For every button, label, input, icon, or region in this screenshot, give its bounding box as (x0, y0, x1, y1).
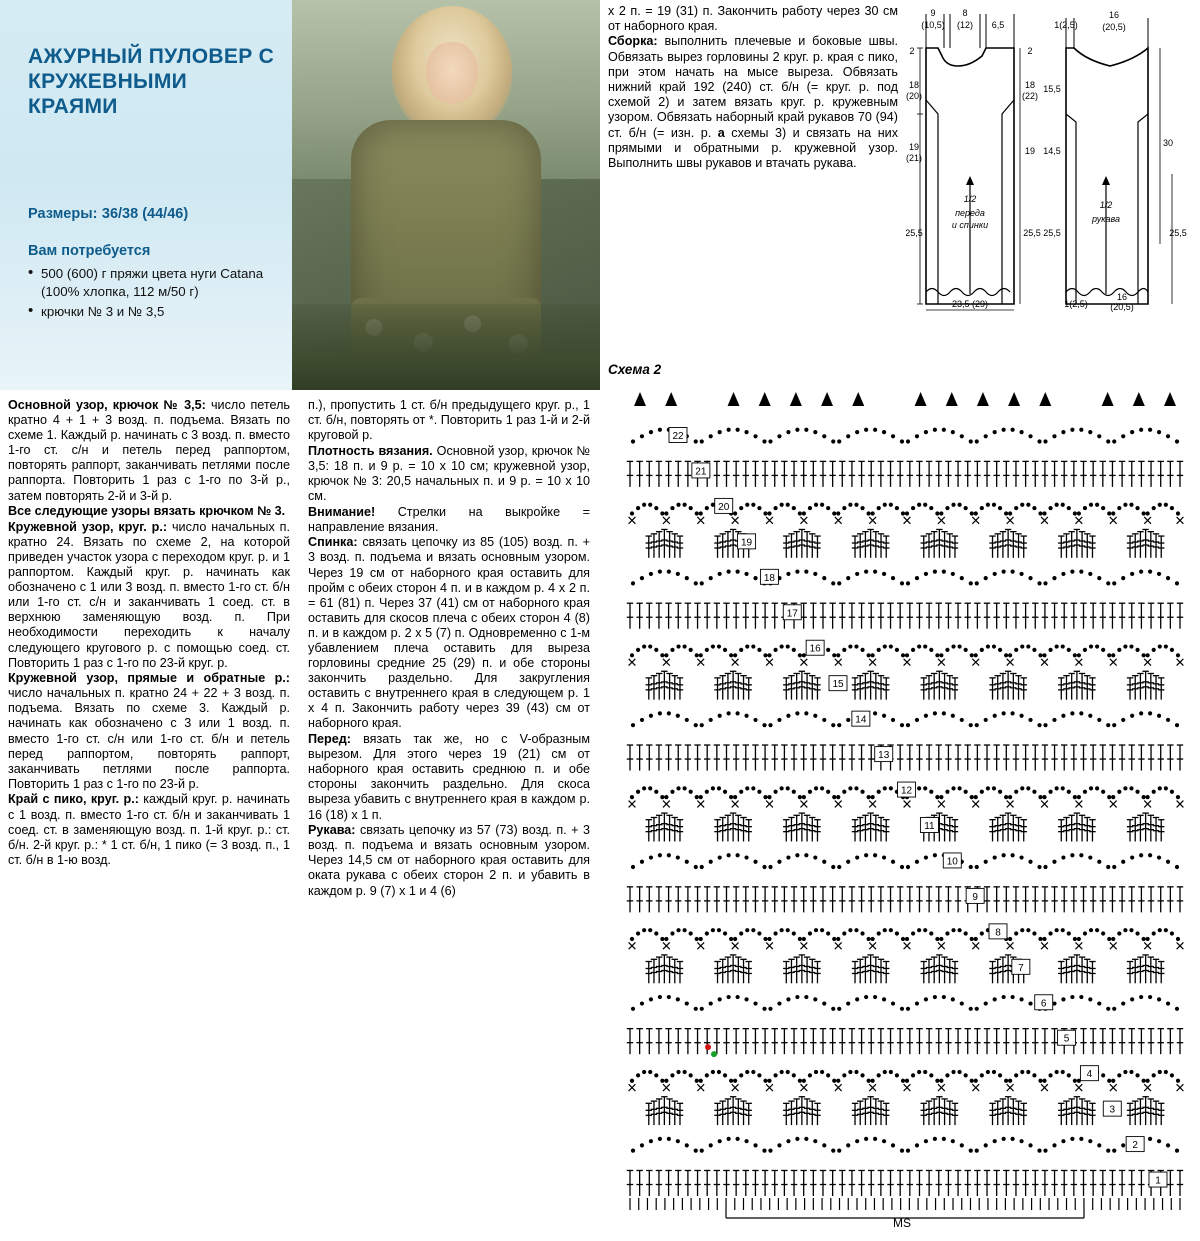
svg-text:13: 13 (878, 750, 890, 762)
materials-label: Вам потребуется (28, 243, 151, 259)
svg-text:рукава: рукава (1092, 214, 1120, 224)
crochet-chart (608, 382, 1196, 1232)
svg-text:1(2,5): 1(2,5) (1064, 299, 1088, 309)
svg-text:18: 18 (1024, 80, 1036, 90)
hero-block (0, 0, 600, 390)
paragraph: Спинка: связать цепочку из 85 (105) возд. п. + 3 возд. п. подъема и вязать основным узором. Через 19 см от наборного края оставить для пройм с обеих сторон 4 п. и в каждом р. 4 х 2 п. = 61 (81) п. Через 37 (41) см от наборного края оставить для скосов плеча с обеих сторон 4 (8) п. и в каждом р. 2 х 5 (7) п. Одновременно с 1-м убавлением плеча оставить для выреза горловины средние 25 (29) п. и обе стороны закончить раздельно. Для закругления оставить с внутреннего края в следующем р. 1 х 4 п. Закончить работу через 39 (43) см от наборного края. (308, 535, 590, 731)
svg-text:8: 8 (995, 927, 1001, 939)
svg-text:1: 1 (1155, 1175, 1161, 1187)
svg-text:1(2,5): 1(2,5) (1054, 20, 1078, 30)
svg-text:14: 14 (855, 714, 867, 726)
paragraph: Перед: вязать так же, но с V-образным вырезом. Для этого через 19 (21) см от наборного края оставить среднюю п. и обе стороны закончить раздельно. Для скоса выреза убавить с внутреннего края в каждом р. 16 (18) х 1 п. (308, 732, 590, 822)
svg-text:22: 22 (672, 431, 684, 442)
svg-text:25,5: 25,5 (1023, 228, 1041, 238)
svg-text:8: 8 (962, 8, 968, 18)
svg-text:11: 11 (924, 821, 935, 832)
paragraph: п.), пропустить 1 ст. б/н предыдущего круг. р., 1 ст. б/н, повторять от *. Повторить 1 раз 1-й и 2-й круговой р. (308, 398, 590, 443)
repeat-label: MS (893, 1216, 911, 1230)
crochet-chart-svg (608, 382, 1196, 1232)
svg-text:5: 5 (1063, 1033, 1070, 1045)
text-column-3 (608, 4, 898, 171)
svg-text:21: 21 (695, 466, 707, 478)
materials-block (28, 243, 286, 324)
article-title-block (28, 44, 278, 119)
sizes-label: Размеры: (28, 206, 98, 222)
svg-text:4: 4 (1086, 1069, 1093, 1081)
svg-text:15: 15 (832, 679, 844, 691)
svg-text:16: 16 (1108, 10, 1120, 20)
paragraph: Все следующие узоры вязать крючком № 3. (8, 504, 286, 519)
svg-text:6: 6 (1040, 998, 1047, 1010)
svg-text:(10,5): (10,5) (921, 20, 945, 30)
text-column-1 (8, 398, 290, 868)
schematic-svg (906, 4, 1198, 314)
sizes-value: 36/38 (44/46) (101, 206, 189, 222)
paragraph: Внимание! Стрелки на выкройке = направление вязания. (308, 504, 590, 534)
page-title: АЖУРНЫЙ ПУЛОВЕР С КРУЖЕВНЫМИ КРАЯМИ (28, 45, 275, 118)
svg-text:9: 9 (930, 8, 936, 18)
svg-text:1/2: 1/2 (963, 194, 977, 204)
schematic-diagrams (906, 4, 1198, 314)
svg-text:16: 16 (1116, 292, 1128, 302)
photo-face (426, 42, 478, 104)
svg-text:3: 3 (1109, 1104, 1116, 1116)
svg-text:17: 17 (786, 608, 798, 620)
materials-list (28, 265, 286, 321)
svg-text:20: 20 (718, 501, 730, 513)
svg-text:(22): (22) (1021, 91, 1039, 101)
svg-text:(21): (21) (906, 153, 923, 163)
svg-text:15,5: 15,5 (1043, 84, 1061, 94)
svg-text:10: 10 (946, 856, 958, 868)
svg-text:12: 12 (901, 785, 913, 797)
svg-text:14,5: 14,5 (1043, 146, 1061, 156)
text-column-2 (308, 398, 590, 899)
paragraph: х 2 п. = 19 (31) п. Закончить работу через 30 см от наборного края. (608, 4, 898, 34)
svg-text:23,5 (29): 23,5 (29) (951, 299, 989, 309)
svg-text:(20,5): (20,5) (1110, 302, 1134, 312)
paragraph: Основной узор, крючок № 3,5: число петель кратно 4 + 1 + 3 возд. п. подъема. Вязать по схеме 1. Каждый р. начинать с 3 возд. п. вместо 1-го ст. с/н и петель перед раппортом, повторять раппорт, заканчивать петлями после раппорта. Повторить 1 раз с 1-го по 3-й р., затем повторять 2-й и 3-й р. (8, 398, 290, 503)
svg-text:6,5: 6,5 (991, 20, 1005, 30)
svg-text:переда: переда (955, 208, 985, 218)
model-photo (292, 0, 600, 390)
paragraph: Край с пико, круг. р.: каждый круг. р. начинать с 1 возд. п. вместо 1-го ст. б/н и заканчивать 1 соед. ст. в заменяющую возд. п. 1-й круг. р.: ст. б/н. 2-й круг. р.: * 1 ст. б/н, 1 пико (= 3 возд. п., 1 ст. б/н в 1-ю возд. (8, 792, 290, 867)
list-item: • крючки № 3 и № 3,5 (28, 303, 286, 321)
svg-text:2: 2 (909, 46, 915, 56)
svg-text:1/2: 1/2 (1099, 200, 1113, 210)
svg-text:18: 18 (763, 572, 775, 584)
svg-text:(12): (12) (956, 20, 974, 30)
svg-text:(20,5): (20,5) (1102, 22, 1126, 32)
svg-text:25,5: 25,5 (1169, 228, 1187, 238)
svg-text:7: 7 (1018, 962, 1024, 974)
svg-text:и спинки: и спинки (951, 220, 989, 230)
svg-text:(20): (20) (906, 91, 923, 101)
svg-text:25,5: 25,5 (906, 228, 923, 238)
paragraph: Кружевной узор, круг. р.: число начальных п. кратно 24. Вязать по схеме 2, на которой приведен участок узора с переходом круг. р. и 1 раппортом. Каждый круг. р. начинать как обозначено с 1 или 3 возд. п. вместо 1-го ст. б/н или 1-го ст. с/н и заканчивать 1 соед. ст. в верхнюю заменяющую возд. п. При необходимости переходить к началу следующего кругового р. с помощью соед. ст. Повторить 1 раз с 1-го по 23-й круг. р. (8, 519, 290, 670)
list-item: • 500 (600) г пряжи цвета нуги Catana (100% хлопка, 112 м/50 г) (28, 265, 286, 300)
right-column (604, 0, 1200, 1241)
svg-text:9: 9 (972, 891, 978, 903)
svg-text:2: 2 (1027, 46, 1033, 56)
svg-text:16: 16 (809, 643, 821, 655)
svg-text:18: 18 (908, 80, 920, 90)
svg-text:19: 19 (1024, 146, 1036, 156)
paragraph: Сборка: выполнить плечевые и боковые швы. Обвязать вырез горловины 2 круг. р. края с пико, при этом начать на мысе выреза. Обвязать нижний край 192 (240) ст. б/н (= круг. р. под схемой 2) и затем вязать круг. р. кружевным узором. Обвязать наборный край рукавов 70 (94) ст. б/н (= изн. р. а схемы 3) и связать на них прямыми и обратными р. кружевной узор. Выполнить швы рукавов и втачать рукава. (608, 34, 898, 171)
photo-ground (292, 304, 600, 390)
sizes-block (28, 205, 283, 223)
svg-text:30: 30 (1162, 138, 1174, 148)
svg-text:2: 2 (1132, 1140, 1138, 1152)
chart-caption: Схема 2 (608, 362, 662, 377)
svg-text:25,5: 25,5 (1043, 228, 1061, 238)
svg-text:19: 19 (908, 142, 920, 152)
svg-text:19: 19 (741, 537, 753, 549)
paragraph: Кружевной узор, прямые и обратные р.: число начальных п. кратно 24 + 22 + 3 возд. п. подъема. Вязать по схеме 3. Каждый р. начинать как обозначено с 3 или 1 возд. п. вместо 1-го ст. с/н или 1-го ст. б/н и петель перед раппортом, повторять раппорт, заканчивать петлями после раппорта. Повторить 1 раз с 1-го по 23-й р. (8, 671, 290, 791)
paragraph: Рукава: связать цепочку из 57 (73) возд. п. + 3 возд. п. подъема и вязать основным узором. Через 14,5 см от наборного края оставить для оката рукава с обеих сторон 2 п. и убавить в каждом р. 9 (7) х 1 и 4 (6) (308, 823, 590, 898)
paragraph: Плотность вязания. Основной узор, крючок № 3,5: 18 п. и 9 р. = 10 х 10 см; кружевной узор, крючок № 3: 20,5 начальных п. и 9 р. = 10 х 10 см. (308, 443, 590, 504)
